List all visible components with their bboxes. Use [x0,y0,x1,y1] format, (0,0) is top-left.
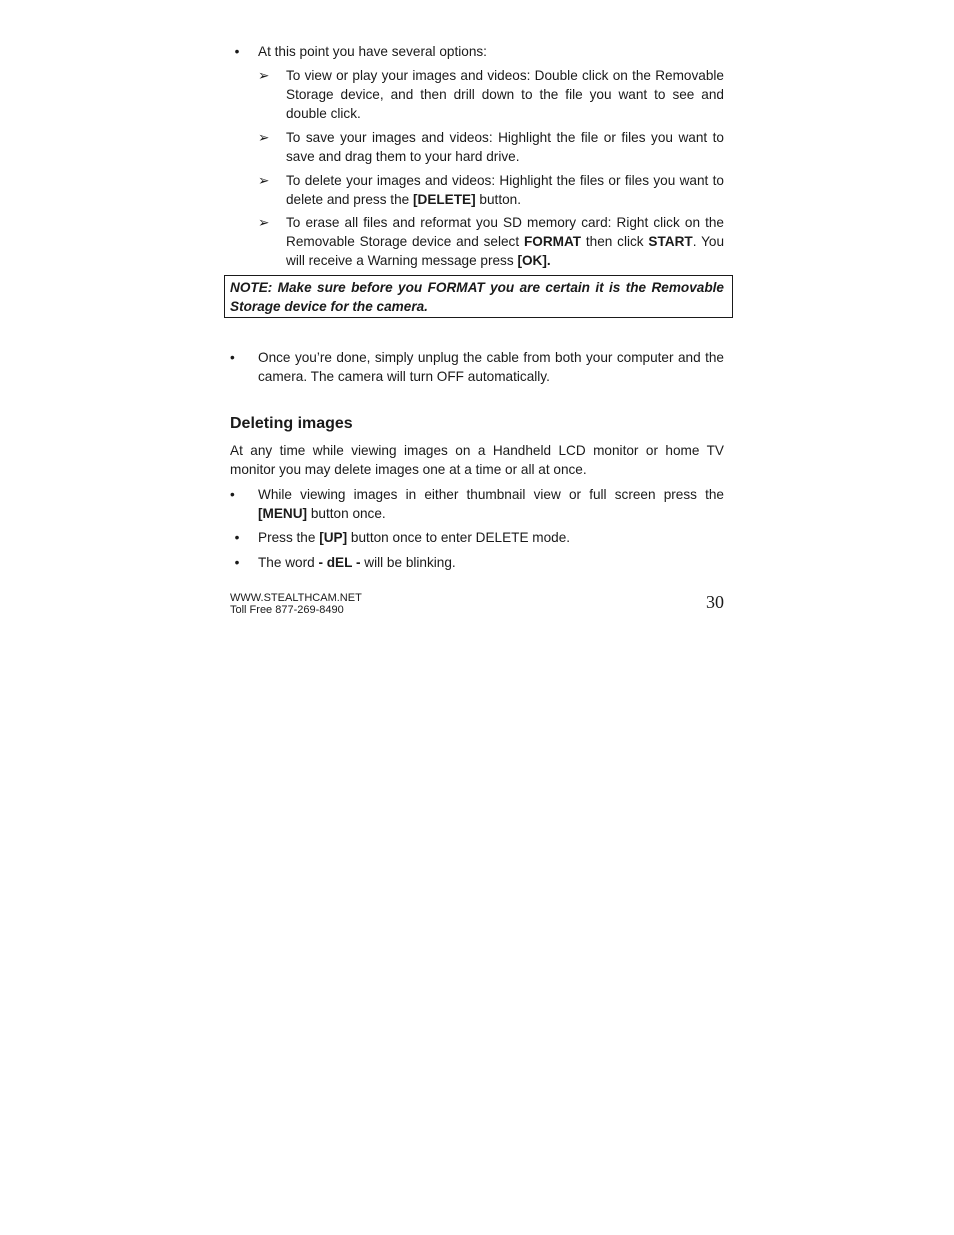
option-text: button. [475,192,522,207]
option-text: To save your images and videos: Highlight the file or files you want to save and drag them to your hard drive. [286,130,724,164]
step-text: button once. [307,506,386,521]
key-format: FORMAT [523,234,582,249]
note-box [224,275,733,318]
delete-step-blinking [230,553,724,572]
arrow-bullet-icon: ➢ [258,130,270,145]
done-text: Once you’re done, simply unplug the cable from both your computer and the camera. The camera will turn OFF automatically. [258,350,724,384]
bullet-dot: • [234,44,240,59]
step-text: While viewing images in either thumbnail view or full screen press the [258,487,724,502]
page-number: 30 [706,592,724,612]
step-text: Press the [258,530,320,545]
option-format [258,213,724,270]
bullet-dot: • [230,487,235,502]
option-delete [258,171,724,209]
bullet-dot: • [234,530,240,545]
done-bullet [230,348,724,386]
option-save [258,128,724,166]
delete-step-menu [230,485,724,523]
key-up: [UP] [319,530,348,545]
option-text: To erase all files and reformat you SD memory card: Right click on the Removable Storage device and select [286,215,724,249]
options-intro-bullet [230,42,724,61]
step-text: will be blinking. [360,555,456,570]
key-delete: [DELETE] [412,192,476,207]
delete-step-up [230,528,724,547]
arrow-bullet-icon: ➢ [258,215,270,230]
options-intro-text: At this point you have several options: [258,44,487,59]
deleting-paragraph: At any time while viewing images on a Handheld LCD monitor or home TV monitor you may delete images one at a time or all at once. [230,443,724,477]
arrow-bullet-icon: ➢ [258,68,270,83]
del-word: - dEL - [318,555,361,570]
step-text: button once to enter DELETE mode. [347,530,571,545]
option-text: To view or play your images and videos: Double click on the Removable Storage device, and then drill down to the file you want to see and double click. [286,68,724,121]
section-heading-deleting-images: Deleting images [230,415,353,432]
key-menu: [MENU] [258,506,308,521]
option-view-play [258,66,724,123]
option-text: To delete your images and videos: Highlight the files or files you want to delete and press the [286,173,724,207]
option-text: then click [581,234,649,249]
footer-phone: Toll Free 877-269-8490 [230,604,344,616]
arrow-bullet-icon: ➢ [258,173,270,188]
note-text: NOTE: Make sure before you FORMAT you are certain it is the Removable Storage device for the camera. [230,280,724,314]
option-text: . You will receive a Warning message press [286,234,725,268]
step-text: The word [258,555,319,570]
bullet-dot: • [230,350,235,365]
footer-website: WWW.STEALTHCAM.NET [230,592,362,604]
key-start: START [648,234,693,249]
bullet-dot: • [234,555,240,570]
key-ok: [OK]. [517,253,551,268]
